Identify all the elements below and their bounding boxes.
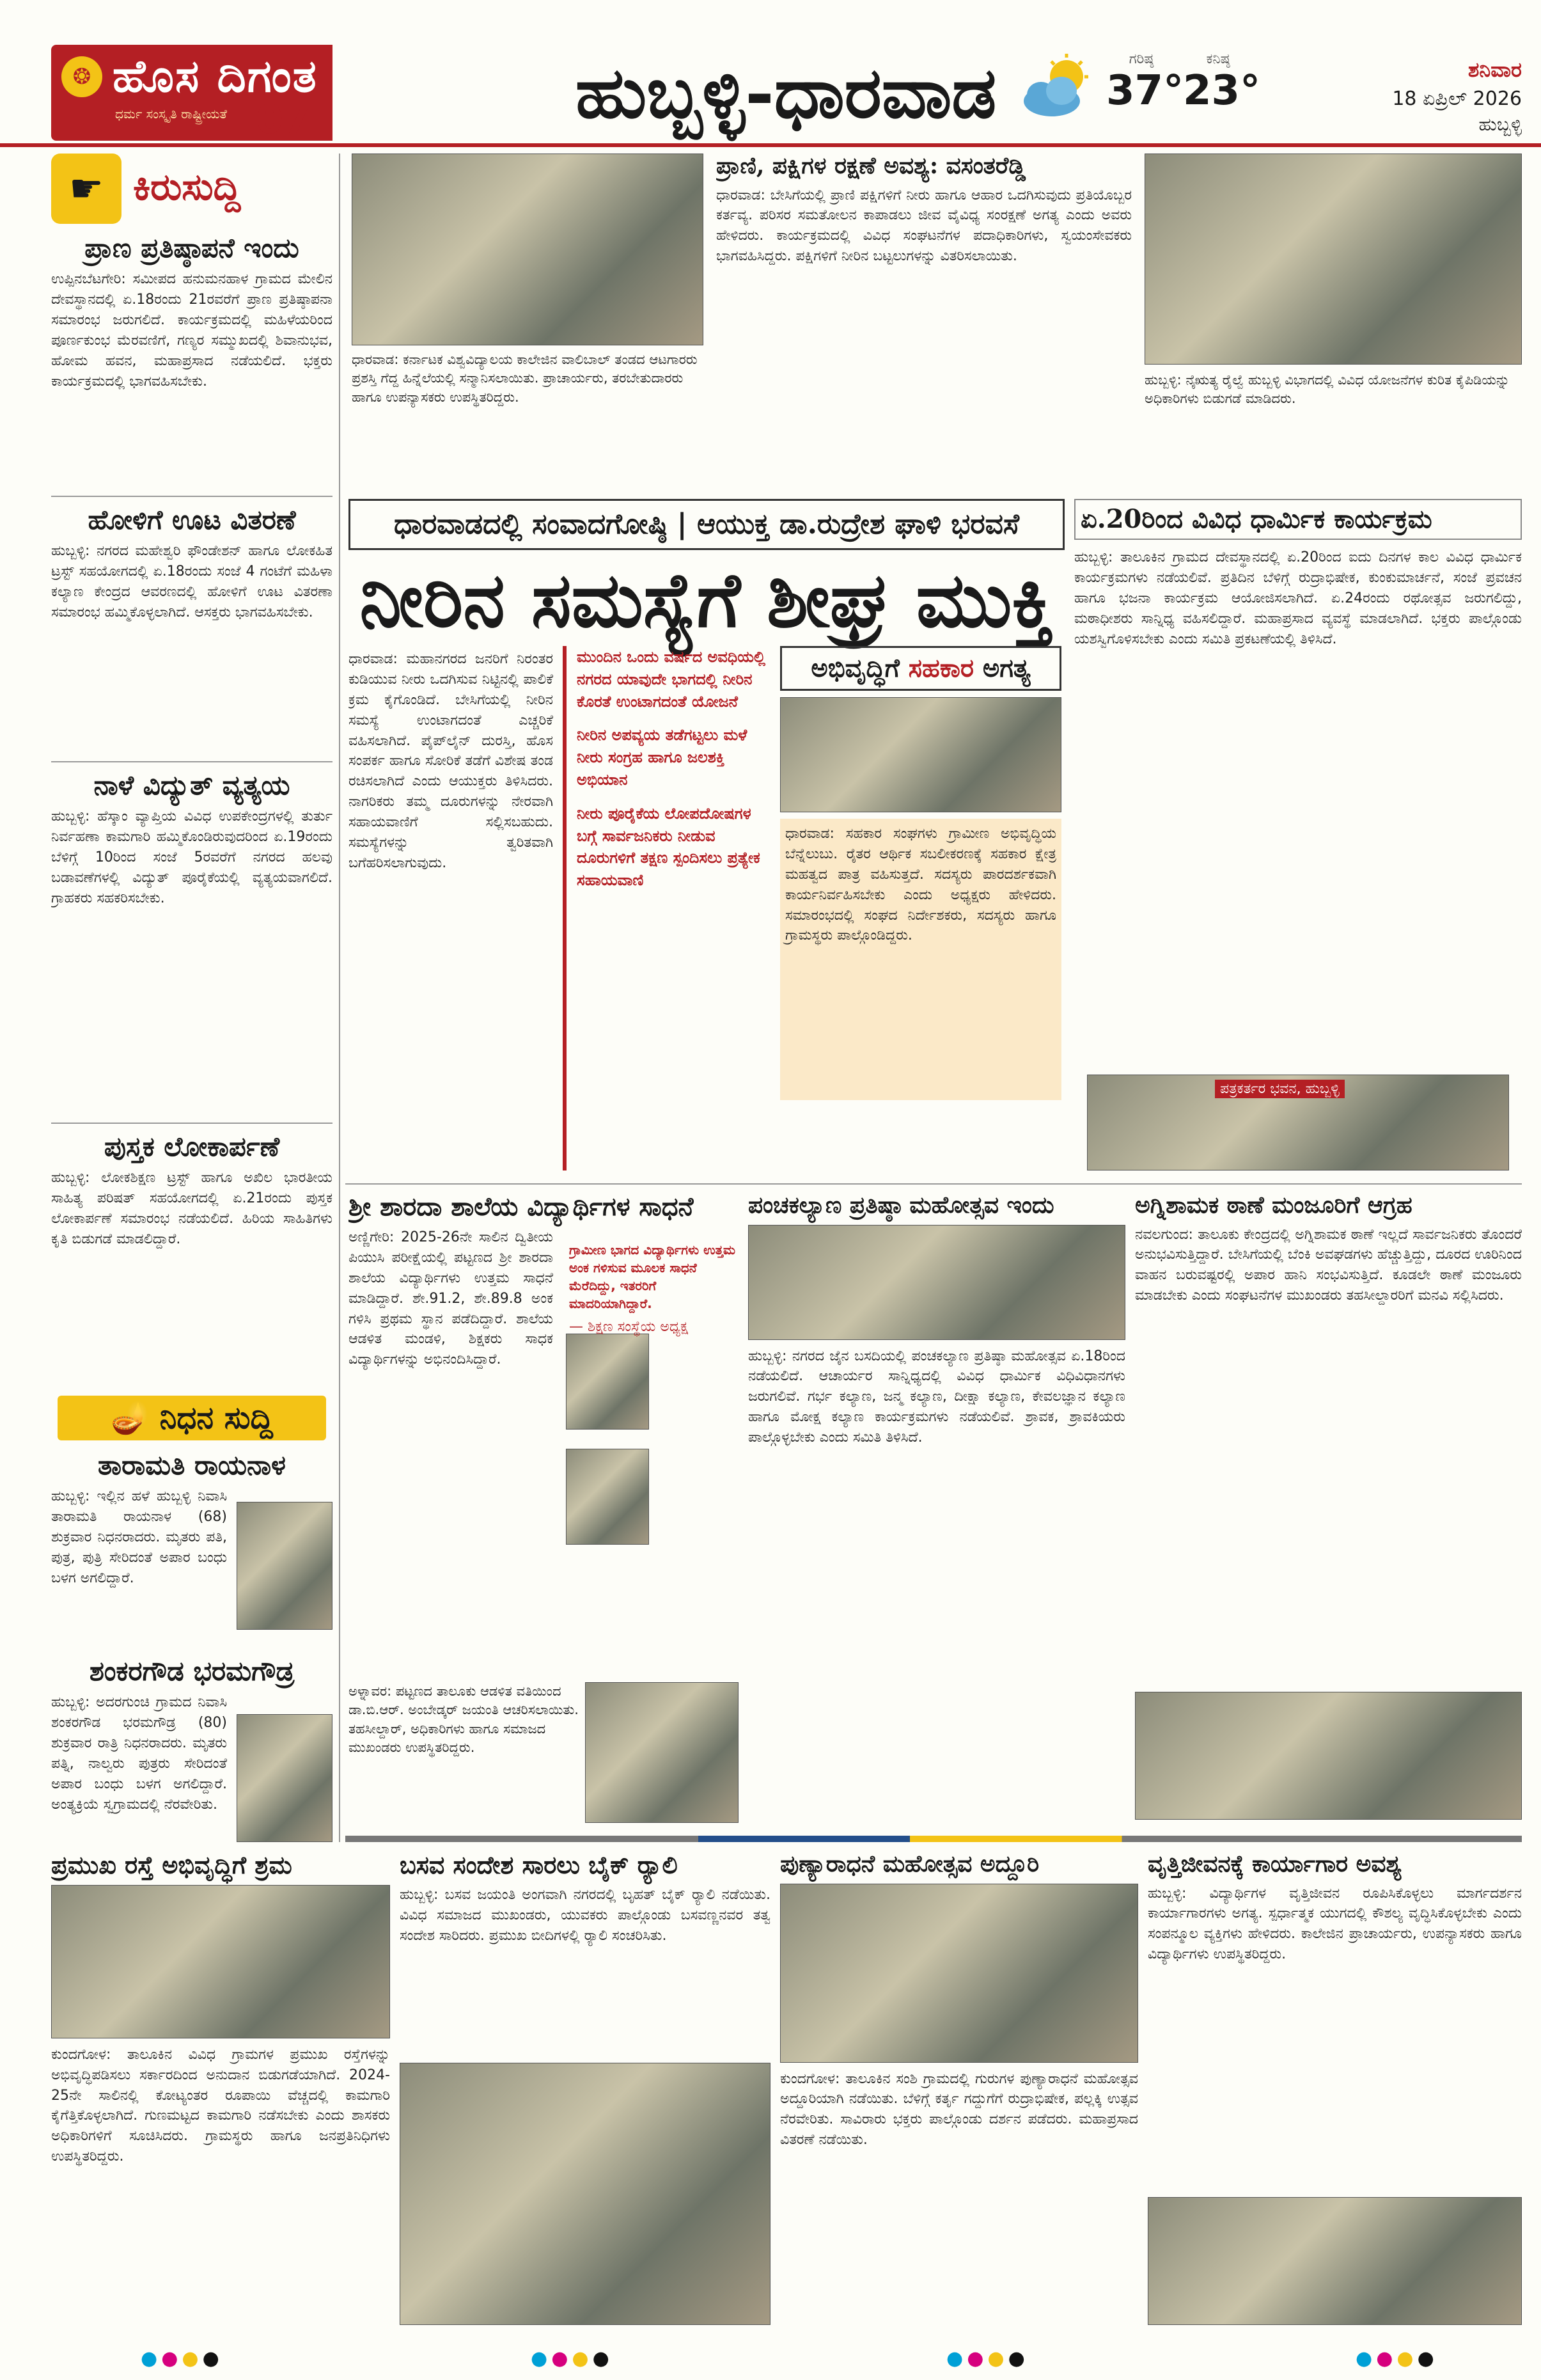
- highlight-item: ಮುಂದಿನ ಒಂದು ವರ್ಷದ ಅವಧಿಯಲ್ಲಿ ನಗರದ ಯಾವುದೇ ಭಾಗದಲ್ಲಿ ನೀರಿನ ಕೊರತೆ ಉಂಟಾಗದಂತೆ ಯೋಜನೆ: [577, 648, 766, 711]
- punyaradhane-article: [780, 1852, 1138, 2338]
- obituary-name: ತಾರಾಮತಿ ರಾಯನಾಳ: [98, 1451, 286, 1481]
- article-body: ಕುಂದಗೋಳ: ತಾಲೂಕಿನ ಸಂಶಿ ಗ್ರಾಮದಲ್ಲಿ ಗುರುಗಳ ಪುಣ್ಯಾರಾಧನೆ ಮಹೋತ್ಸವ ಅದ್ದೂರಿಯಾಗಿ ನಡೆಯಿತು. ಬೆಳಿಗ್ಗೆ ಕರ್ತೃ ಗದ್ದುಗೆಗೆ ರುದ್ರಾಭಿಷೇಕ, ಪಲ್ಲಕ್ಕಿ ಉತ್ಸವ ನೆರವೇರಿತು. ಸಾವಿರಾರು ಭಕ್ತರು ಪಾಲ್ಗೊಂಡು ದರ್ಶನ ಪಡೆದರು. ಮಹಾಪ್ರಸಾದ ವಿತರಣೆ ನಡೆಯಿತು.: [780, 2070, 1138, 2148]
- photo-caption: ಹುಬ್ಬಳ್ಳಿ: ನೈಋತ್ಯ ರೈಲ್ವೆ ಹುಬ್ಬಳ್ಳಿ ವಿಭಾಗದಲ್ಲಿ ವಿವಿಧ ಯೋಜನೆಗಳ ಕುರಿತ ಕೈಪಿಡಿಯನ್ನು ಅಧಿಕಾರಿಗಳು ಬಿಡುಗಡೆ ಮಾಡಿದರು.: [1145, 372, 1510, 407]
- article-headline: ವೃತ್ತಿಜೀವನಕ್ಕೆ ಕಾರ್ಯಾಗಾರ ಅವಶ್ಯ: [1148, 1852, 1402, 1877]
- event-photo: [748, 1225, 1125, 1340]
- lamp-icon: 🪔: [111, 1400, 160, 1436]
- article-body: ಹುಬ್ಬಳ್ಳಿ: ನಗರದ ಜೈನ ಬಸದಿಯಲ್ಲಿ ಪಂಚಕಲ್ಯಾಣ ಪ್ರತಿಷ್ಠಾ ಮಹೋತ್ಸವ ಏ.18ರಿಂದ ನಡೆಯಲಿದೆ. ಆಚಾರ್ಯರ ಸಾನ್ನಿಧ್ಯದಲ್ಲಿ ವಿವಿಧ ಧಾರ್ಮಿಕ ವಿಧಿವಿಧಾನಗಳು ಜರುಗಲಿವೆ. ಗರ್ಭ ಕಲ್ಯಾಣ, ಜನ್ಮ ಕಲ್ಯಾಣ, ದೀಕ್ಷಾ ಕಲ್ಯಾಣ, ಕೇವಲಜ್ಞಾನ ಕಲ್ಯಾಣ ಹಾಗೂ ಮೋಕ್ಷ ಕಲ್ಯಾಣ ಕಾರ್ಯಕ್ರಮಗಳು ನಡೆಯಲಿವೆ. ಶ್ರಾವಕ, ಶ್ರಾವಕಿಯರು ಪಾಲ್ಗೊಳ್ಳಬೇಕು ಎಂದು ಸಮಿತಿ ತಿಳಿಸಿದೆ.: [748, 1348, 1125, 1446]
- brief-article: [51, 233, 332, 489]
- cloud-sun-icon: [1017, 50, 1093, 127]
- article-headline: ಪ್ರಾಣ ಪ್ರತಿಷ್ಠಾಪನೆ ಇಂದು: [84, 233, 299, 264]
- article-headline: ಪುಸ್ತಕ ಲೋಕಾರ್ಪಣೆ: [104, 1132, 280, 1162]
- cooperative-meeting-photo: [780, 697, 1061, 812]
- article-body: ಹುಬ್ಬಳ್ಳಿ: ಹೆಸ್ಕಾಂ ವ್ಯಾಪ್ತಿಯ ವಿವಿಧ ಉಪಕೇಂದ್ರಗಳಲ್ಲಿ ತುರ್ತು ನಿರ್ವಹಣಾ ಕಾಮಗಾರಿ ಹಮ್ಮಿಕೊಂಡಿರುವುದರಿಂದ ಏ.19ರಂದು ಬೆಳಿಗ್ಗೆ 10ರಿಂದ ಸಂಜೆ 5ರವರೆಗೆ ನಗರದ ಹಲವು ಬಡಾವಣೆಗಳಲ್ಲಿ ವಿದ್ಯುತ್ ಪೂರೈಕೆಯಲ್ಲಿ ವ್ಯತ್ಯಯವಾಗಲಿದೆ. ಗ್ರಾಹಕರು ಸಹಕರಿಸಬೇಕು.: [51, 808, 332, 906]
- photo-caption: ಅಳ್ನಾವರ: ಪಟ್ಟಣದ ತಾಲೂಕು ಆಡಳಿತ ವತಿಯಿಂದ ಡಾ.ಬಿ.ಆರ್. ಅಂಬೇಡ್ಕರ್ ಜಯಂತಿ ಆಚರಿಸಲಾಯಿತು. ತಹಸೀಲ್ದಾರ್, ಅಧಿಕಾರಿಗಳು ಹಾಗೂ ಸಮಾಜದ ಮುಖಂಡರು ಉಪಸ್ಥಿತರಿದ್ದರು.: [348, 1683, 579, 1756]
- max-temp: 37°: [1106, 67, 1184, 114]
- article-headline: ನಾಳೆ ವಿದ್ಯುತ್ ವ್ಯತ್ಯಯ: [93, 771, 290, 801]
- article-headline: ಶ್ರೀ ಶಾರದಾ ಶಾಲೆಯ ವಿದ್ಯಾರ್ಥಿಗಳ ಸಾಧನೆ: [348, 1193, 694, 1222]
- rally-photo: [400, 2063, 770, 2325]
- inspection-photo: [51, 1885, 390, 2038]
- kiru-suddi-header: [51, 154, 332, 224]
- headline-part: ಅಗತ್ಯ: [974, 654, 1031, 683]
- article-headline: ಏ.20ರಿಂದ ವಿವಿಧ ಧಾರ್ಮಿಕ ಕಾರ್ಯಕ್ರಮ: [1074, 499, 1522, 540]
- bike-rally-article: [400, 1852, 770, 2338]
- workshop-photo: [1148, 2197, 1522, 2325]
- divider: [51, 496, 332, 497]
- photo-banner-text: ಪತ್ರಕರ್ತರ ಭವನ, ಹುಬ್ಬಳ್ಳಿ: [1215, 1080, 1345, 1098]
- article-body: ಧಾರವಾಡ: ಬೇಸಿಗೆಯಲ್ಲಿ ಪ್ರಾಣಿ ಪಕ್ಷಿಗಳಿಗೆ ನೀರು ಹಾಗೂ ಆಹಾರ ಒದಗಿಸುವುದು ಪ್ರತಿಯೊಬ್ಬರ ಕರ್ತವ್ಯ. ಪರಿಸರ ಸಮತೋಲನ ಕಾಪಾಡಲು ಜೀವ ವೈವಿಧ್ಯ ಸಂರಕ್ಷಣೆ ಅಗತ್ಯ ಎಂದು ಅವರು ಹೇಳಿದರು. ಕಾರ್ಯಕ್ರಮದಲ್ಲಿ ವಿವಿಧ ಸಂಘಟನೆಗಳ ಪದಾಧಿಕಾರಿಗಳು, ಸ್ವಯಂಸೇವಕರು ಭಾಗವಹಿಸಿದ್ದರು. ಪಕ್ಷಿಗಳಿಗೆ ನೀರಿನ ಬಟ್ಟಲುಗಳನ್ನು ವಿತರಿಸಲಾಯಿತು.: [716, 187, 1132, 265]
- quote-author: — ಶಿಕ್ಷಣ ಸಂಸ್ಥೆಯ ಅಧ್ಯಕ್ಷ: [569, 1319, 689, 1335]
- logo-name: ಹೊಸ ದಿಗಂತ: [113, 50, 318, 102]
- ambedkar-event-photo: [585, 1682, 739, 1823]
- volleyball-team-photo: [352, 154, 703, 345]
- article-body: ಕುಂದಗೋಳ: ತಾಲೂಕಿನ ವಿವಿಧ ಗ್ರಾಮಗಳ ಪ್ರಮುಖ ರಸ್ತೆಗಳನ್ನು ಅಭಿವೃದ್ಧಿಪಡಿಸಲು ಸರ್ಕಾರದಿಂದ ಅನುದಾನ ಬಿಡುಗಡೆಯಾಗಿದೆ. 2024-25ನೇ ಸಾಲಿನಲ್ಲಿ ಕೋಟ್ಯಂತರ ರೂಪಾಯಿ ವೆಚ್ಚದಲ್ಲಿ ಕಾಮಗಾರಿ ಕೈಗೆತ್ತಿಕೊಳ್ಳಲಾಗಿದೆ. ಗುಣಮಟ್ಟದ ಕಾಮಗಾರಿ ನಡೆಸಬೇಕು ಎಂದು ಶಾಸಕರು ಅಧಿಕಾರಿಗಳಿಗೆ ಸೂಚಿಸಿದರು. ಗ್ರಾಮಸ್ಥರು ಹಾಗೂ ಜನಪ್ರತಿನಿಧಿಗಳು ಉಪಸ್ಥಿತರಿದ್ದರು.: [51, 2046, 390, 2165]
- edition-city: ಹುಬ್ಬಳ್ಳಿ: [1478, 114, 1522, 135]
- obituary-header: [58, 1396, 326, 1440]
- photo-caption: ಧಾರವಾಡ: ಕರ್ನಾಟಕ ವಿಶ್ವವಿದ್ಯಾಲಯ ಕಾಲೇಜಿನ ವಾಲಿಬಾಲ್ ತಂಡದ ಆಟಗಾರರು ಪ್ರಶಸ್ತಿ ಗೆದ್ದ ಹಿನ್ನೆಲೆಯಲ್ಲಿ ಸನ್ಮಾನಿಸಲಾಯಿತು. ಪ್ರಾಚಾರ್ಯರು, ತರಬೇತುದಾರರು ಹಾಗೂ ಉಪನ್ಯಾಸಕರು ಉಪಸ್ಥಿತರಿದ್ದರು.: [352, 352, 698, 405]
- article-body: ಹುಬ್ಬಳ್ಳಿ: ಬಸವ ಜಯಂತಿ ಅಂಗವಾಗಿ ನಗರದಲ್ಲಿ ಬೃಹತ್ ಬೈಕ್ ರ‍್ಯಾಲಿ ನಡೆಯಿತು. ವಿವಿಧ ಸಮಾಜದ ಮುಖಂಡರು, ಯುವಕರು ಪಾಲ್ಗೊಂಡು ಬಸವಣ್ಣನವರ ತತ್ವ ಸಂದೇಶ ಸಾರಿದರು. ಪ್ರಮುಖ ಬೀದಿಗಳಲ್ಲಿ ರ‍್ಯಾಲಿ ಸಂಚರಿಸಿತು.: [400, 1886, 770, 1944]
- obituary-name: ಶಂಕರಗೌಡ ಭರಮಗೌಡ್ರ: [89, 1657, 295, 1687]
- sahakar-body: ಧಾರವಾಡ: ಸಹಕಾರ ಸಂಘಗಳು ಗ್ರಾಮೀಣ ಅಭಿವೃದ್ಧಿಯ ಬೆನ್ನೆಲುಬು. ರೈತರ ಆರ್ಥಿಕ ಸಬಲೀಕರಣಕ್ಕೆ ಸಹಕಾರ ಕ್ಷೇತ್ರ ಮಹತ್ವದ ಪಾತ್ರ ವಹಿಸುತ್ತದೆ. ಸದಸ್ಯರು ಪಾರದರ್ಶಕವಾಗಿ ಕಾರ್ಯನಿರ್ವಹಿಸಬೇಕು ಎಂದು ಅಧ್ಯಕ್ಷರು ಹೇಳಿದರು. ಸಮಾರಂಭದಲ್ಲಿ ಸಂಘದ ನಿರ್ದೇಶಕರು, ಸದಸ್ಯರು ಹಾಗೂ ಗ್ರಾಮಸ್ಥರು ಪಾಲ್ಗೊಂಡಿದ್ದರು.: [780, 819, 1061, 1100]
- issue-date: 18 ಏಪ್ರಿಲ್ 2026: [1392, 88, 1522, 110]
- headline-highlight: ಸಹಕಾರ: [908, 654, 974, 683]
- obituary-title: ನಿಧನ ಸುದ್ದಿ: [159, 1400, 273, 1436]
- article-headline: ಪ್ರಮುಖ ರಸ್ತೆ ಅಭಿವೃದ್ಧಿಗೆ ಶ್ರಮ: [51, 1852, 292, 1879]
- weekday: ಶನಿವಾರ: [1467, 58, 1522, 82]
- brief-article: [51, 505, 332, 755]
- sahakar-headline: [780, 646, 1061, 691]
- obituary-item: [51, 1451, 332, 1643]
- headline-part: ಅಭಿವೃದ್ಧಿಗೆ: [811, 654, 909, 683]
- article-headline: ಹೋಳಿಗೆ ಊಟ ವಿತರಣೆ: [88, 505, 296, 535]
- article-headline: ಅಗ್ನಿಶಾಮಕ ಠಾಣೆ ಮಂಜೂರಿಗೆ ಆಗ್ರಹ: [1135, 1193, 1412, 1218]
- highlight-item: ನೀರಿನ ಅಪವ್ಯಯ ತಡೆಗಟ್ಟಲು ಮಳೆ ನೀರು ಸಂಗ್ರಹ ಹಾಗೂ ಜಲಶಕ್ತಿ ಅಭಿಯಾನ: [577, 726, 747, 789]
- article-headline: ಪಂಚಕಲ್ಯಾಣ ಪ್ರತಿಷ್ಠಾ ಮಹೋತ್ಸವ ಇಂದು: [748, 1193, 1054, 1218]
- divider: [345, 1183, 1522, 1185]
- obituary-photo: [237, 1502, 332, 1630]
- railway-release-photo: [1145, 154, 1522, 365]
- divider: [51, 1123, 332, 1124]
- article-headline: ಪುಣ್ಯಾರಾಧನೆ ಮಹೋತ್ಸವ ಅದ್ದೂರಿ: [780, 1852, 1040, 1877]
- fire-station-article: [1135, 1193, 1522, 1826]
- road-development-article: [51, 1852, 390, 2338]
- lead-highlights: [563, 646, 774, 1170]
- article-body: ಹುಬ್ಬಳ್ಳಿ: ವಿದ್ಯಾರ್ಥಿಗಳ ವೃತ್ತಿಜೀವನ ರೂಪಿಸಿಕೊಳ್ಳಲು ಮಾರ್ಗದರ್ಶನ ಕಾರ್ಯಾಗಾರಗಳು ಅಗತ್ಯ. ಸ್ಪರ್ಧಾತ್ಮಕ ಯುಗದಲ್ಲಿ ಕೌಶಲ್ಯ ವೃದ್ಧಿಸಿಕೊಳ್ಳಬೇಕು ಎಂದು ಸಂಪನ್ಮೂಲ ವ್ಯಕ್ತಿಗಳು ಹೇಳಿದರು. ಕಾಲೇಜಿನ ಪ್ರಾಚಾರ್ಯರು, ಉಪನ್ಯಾಸಕರು ಹಾಗೂ ವಿದ್ಯಾರ್ಥಿಗಳು ಉಪಸ್ಥಿತರಿದ್ದರು.: [1148, 1885, 1522, 1963]
- lead-headline: ನೀರಿನ ಸಮಸ್ಯೆಗೆ ಶೀಘ್ರ ಮುಕ್ತಿ: [359, 555, 1054, 644]
- article-headline: ಬಸವ ಸಂದೇಶ ಸಾರಲು ಬೈಕ್ ರ‍್ಯಾಲಿ: [400, 1852, 678, 1879]
- article-body: ಉಪ್ಪಿನಬೆಟಗೇರಿ: ಸಮೀಪದ ಹನುಮನಹಾಳ ಗ್ರಾಮದ ಮೇಲಿನ ದೇವಸ್ಥಾನದಲ್ಲಿ ಏ.18ರಂದು 21ರವರೆಗೆ ಪ್ರಾಣ ಪ್ರತಿಷ್ಠಾಪನಾ ಸಮಾರಂಭ ಜರುಗಲಿದೆ. ಕಾರ್ಯಕ್ರಮದಲ್ಲಿ ಮಹಿಳೆಯರಿಂದ ಪೂರ್ಣಕುಂಭ ಮೆರವಣಿಗೆ, ಗಣ್ಯರ ಸಮ್ಮುಖದಲ್ಲಿ ಶಿವಾನುಭವ, ಹೋಮ ಹವನ, ಮಹಾಪ್ರಸಾದ ನಡೆಯಲಿದೆ. ಭಕ್ತರು ಕಾರ್ಯಕ್ರಮದಲ್ಲಿ ಭಾಗವಹಿಸಬೇಕು.: [51, 271, 332, 390]
- registration-marks: ●●●●: [946, 2347, 1029, 2370]
- registration-marks: ●●●●: [1356, 2347, 1438, 2370]
- article-body: ಹುಬ್ಬಳ್ಳಿ: ನಗರದ ಮಹೇಶ್ವರಿ ಫೌಂಡೇಶನ್ ಹಾಗೂ ಲೋಕಹಿತ ಟ್ರಸ್ಟ್ ಸಹಯೋಗದಲ್ಲಿ ಏ.18ರಂದು ಸಂಜೆ 4 ಗಂಟೆಗೆ ಮಹಿಳಾ ಕಲ್ಯಾಣ ಕೇಂದ್ರದ ಆವರಣದಲ್ಲಿ ಹೋಳಿಗೆ ಊಟ ವಿತರಣಾ ಸಮಾರಂಭ ಹಮ್ಮಿಕೊಳ್ಳಲಾಗಿದೆ. ಆಸಕ್ತರು ಭಾಗವಹಿಸಬೇಕು.: [51, 543, 332, 620]
- min-temp-label: ಕನಿಷ್ಠ: [1206, 51, 1230, 67]
- brief-article: [51, 1132, 332, 1382]
- date-box: [1330, 58, 1522, 136]
- obituary-item: [51, 1657, 332, 1861]
- student-photo: [566, 1449, 649, 1545]
- region-title: ಹುಬ್ಬಳ್ಳಿ-ಧಾರವಾಡ: [575, 51, 997, 134]
- article-body: ಹುಬ್ಬಳ್ಳಿ: ಲೋಕಶಿಕ್ಷಣ ಟ್ರಸ್ಟ್ ಹಾಗೂ ಅಖಿಲ ಭಾರತೀಯ ಸಾಹಿತ್ಯ ಪರಿಷತ್ ಸಹಯೋಗದಲ್ಲಿ ಏ.21ರಂದು ಪುಸ್ತಕ ಲೋಕಾರ್ಪಣೆ ಸಮಾರಂಭ ನಡೆಯಲಿದೆ. ಹಿರಿಯ ಸಾಹಿತಿಗಳು ಕೃತಿ ಬಿಡುಗಡೆ ಮಾಡಲಿದ್ದಾರೆ.: [51, 1170, 332, 1247]
- page-number: 07: [256, 96, 311, 143]
- min-temp: 23°: [1183, 67, 1261, 114]
- quote-box: [569, 1241, 739, 1369]
- registration-marks: ●●●●: [141, 2347, 223, 2370]
- article-body: ಅಣ್ಣಿಗೇರಿ: 2025-26ನೇ ಸಾಲಿನ ದ್ವಿತೀಯ ಪಿಯುಸಿ ಪರೀಕ್ಷೆಯಲ್ಲಿ ಪಟ್ಟಣದ ಶ್ರೀ ಶಾರದಾ ಶಾಲೆಯ ವಿದ್ಯಾರ್ಥಿಗಳು ಉತ್ತಮ ಸಾಧನೆ ಮಾಡಿದ್ದಾರೆ. ಶೇ.91.2, ಶೇ.89.8 ಅಂಕ ಗಳಿಸಿ ಪ್ರಥಮ ಸ್ಥಾನ ಪಡೆದಿದ್ದಾರೆ. ಶಾಲೆಯ ಆಡಳಿತ ಮಂಡಳಿ, ಶಿಕ್ಷಕರು ಸಾಧಕ ವಿದ್ಯಾರ್ಥಿಗಳನ್ನು ಅಭಿನಂದಿಸಿದ್ದಾರೆ.: [348, 1229, 553, 1368]
- pointing-hand-icon: ☛: [51, 154, 121, 224]
- temperature-box: [1106, 51, 1260, 141]
- section-strip: [345, 1836, 1522, 1842]
- article-body: ನವಲಗುಂದ: ತಾಲೂಕು ಕೇಂದ್ರದಲ್ಲಿ ಅಗ್ನಿಶಾಮಕ ಠಾಣೆ ಇಲ್ಲದೆ ಸಾರ್ವಜನಿಕರು ತೊಂದರೆ ಅನುಭವಿಸುತ್ತಿದ್ದಾರೆ. ಬೇಸಿಗೆಯಲ್ಲಿ ಬೆಂಕಿ ಅವಘಡಗಳು ಹೆಚ್ಚುತ್ತಿದ್ದು, ದೂರದ ಊರಿನಿಂದ ವಾಹನ ಬರುವಷ್ಟರಲ್ಲಿ ಅಪಾರ ಹಾನಿ ಸಂಭವಿಸುತ್ತಿದೆ. ಕೂಡಲೇ ಠಾಣೆ ಮಂಜೂರು ಮಾಡಬೇಕು ಎಂದು ಸಂಘಟನೆಗಳ ಮುಖಂಡರು ತಹಸೀಲ್ದಾರರಿಗೆ ಮನವಿ ಸಲ್ಲಿಸಿದರು.: [1135, 1226, 1522, 1304]
- max-temp-label: ಗರಿಷ್ಠ: [1129, 51, 1154, 67]
- section-title: ಕಿರುಸುದ್ದಿ: [133, 165, 241, 209]
- career-workshop-article: [1148, 1852, 1522, 2338]
- divider: [51, 761, 332, 762]
- memorandum-photo: [1135, 1692, 1522, 1820]
- lead-kicker: ಧಾರವಾಡದಲ್ಲಿ ಸಂವಾದಗೋಷ್ಠಿ | ಆಯುಕ್ತ ಡಾ.ರುದ್ರೇಶ ಘಾಳಿ ಭರವಸೆ: [348, 499, 1065, 550]
- logo-emblem-icon: ❂: [61, 56, 102, 97]
- panchakalyana-article: [748, 1193, 1125, 1826]
- obituary-body: ಹುಬ್ಬಳ್ಳಿ: ಇಲ್ಲಿನ ಹಳೆ ಹುಬ್ಬಳ್ಳಿ ನಿವಾಸಿ ತಾರಾಮತಿ ರಾಯನಾಳ (68) ಶುಕ್ರವಾರ ನಿಧನರಾದರು. ಮೃತರು ಪತಿ, ಪುತ್ರ, ಪುತ್ರಿ ಸೇರಿದಂತೆ ಅಪಾರ ಬಂಧು ಬಳಗ ಅಗಲಿದ್ದಾರೆ.: [51, 1488, 227, 1586]
- brief-article: [51, 771, 332, 1116]
- column-rule: [339, 154, 340, 1842]
- article-headline: ಪ್ರಾಣಿ, ಪಕ್ಷಿಗಳ ರಕ್ಷಣೆ ಅವಶ್ಯ: ವಸಂತರೆಡ್ಡಿ: [716, 154, 1026, 179]
- religious-program-article: [1074, 499, 1522, 1113]
- article-body: ಹುಬ್ಬಳ್ಳಿ: ತಾಲೂಕಿನ ಗ್ರಾಮದ ದೇವಸ್ಥಾನದಲ್ಲಿ ಏ.20ರಿಂದ ಐದು ದಿನಗಳ ಕಾಲ ವಿವಿಧ ಧಾರ್ಮಿಕ ಕಾರ್ಯಕ್ರಮಗಳು ನಡೆಯಲಿವೆ. ಪ್ರತಿದಿನ ಬೆಳಿಗ್ಗೆ ರುದ್ರಾಭಿಷೇಕ, ಕುಂಕುಮಾರ್ಚನೆ, ಸಂಜೆ ಪ್ರವಚನ ಹಾಗೂ ಭಜನಾ ಕಾರ್ಯಕ್ರಮ ಆಯೋಜಿಸಲಾಗಿದೆ. ಏ.24ರಂದು ರಥೋತ್ಸವ ಜರುಗಲಿದ್ದು, ಮಠಾಧೀಶರು ಸಾನ್ನಿಧ್ಯ ವಹಿಸಲಿದ್ದಾರೆ. ಮಹಾಪ್ರಸಾದ ವ್ಯವಸ್ಥೆ ಮಾಡಲಾಗಿದೆ. ಭಕ್ತರು ಪಾಲ್ಗೊಂಡು ಯಶಸ್ವಿಗೊಳಿಸಬೇಕು ಎಂದು ಸಮಿತಿ ಪ್ರಕಟಣೆಯಲ್ಲಿ ತಿಳಿಸಿದೆ.: [1074, 549, 1522, 647]
- registration-marks: ●●●●: [531, 2347, 613, 2370]
- lead-body: ಧಾರವಾಡ: ಮಹಾನಗರದ ಜನರಿಗೆ ನಿರಂತರ ಕುಡಿಯುವ ನೀರು ಒದಗಿಸುವ ನಿಟ್ಟಿನಲ್ಲಿ ಪಾಲಿಕೆ ಕ್ರಮ ಕೈಗೊಂಡಿದೆ. ಬೇಸಿಗೆಯಲ್ಲಿ ನೀರಿನ ಸಮಸ್ಯೆ ಉಂಟಾಗದಂತೆ ಎಚ್ಚರಿಕೆ ವಹಿಸಲಾಗಿದೆ. ಪೈಪ್‌ಲೈನ್ ದುರಸ್ತಿ, ಹೊಸ ಸಂಪರ್ಕ ಹಾಗೂ ಸೋರಿಕೆ ತಡೆಗೆ ವಿಶೇಷ ತಂಡ ರಚಿಸಲಾಗಿದೆ ಎಂದು ಆಯುಕ್ತರು ತಿಳಿಸಿದರು. ನಾಗರಿಕರು ತಮ್ಮ ದೂರುಗಳನ್ನು ನೇರವಾಗಿ ಸಹಾಯವಾಣಿಗೆ ಸಲ್ಲಿಸಬಹುದು. ಸಮಸ್ಯೆಗಳನ್ನು ತ್ವರಿತವಾಗಿ ಬಗೆಹರಿಸಲಾಗುವುದು.: [348, 651, 553, 871]
- obituary-body: ಹುಬ್ಬಳ್ಳಿ: ಅದರಗುಂಚಿ ಗ್ರಾಮದ ನಿವಾಸಿ ಶಂಕರಗೌಡ ಭರಮಗೌಡ್ರ (80) ಶುಕ್ರವಾರ ರಾತ್ರಿ ನಿಧನರಾದರು. ಮೃತರು ಪತ್ನಿ, ನಾಲ್ವರು ಪುತ್ರರು ಸೇರಿದಂತೆ ಅಪಾರ ಬಂಧು ಬಳಗ ಅಗಲಿದ್ದಾರೆ. ಅಂತ್ಯಕ್ರಿಯೆ ಸ್ವಗ್ರಾಮದಲ್ಲಿ ನೆರವೇರಿತು.: [51, 1694, 227, 1813]
- procession-photo: [780, 1884, 1138, 2063]
- obituary-photo: [237, 1714, 332, 1842]
- wildlife-article: [716, 154, 1132, 493]
- logo-tagline: ಧರ್ಮ ಸಂಸ್ಕೃತಿ ರಾಷ್ಟ್ರೀಯತೆ: [115, 106, 227, 122]
- quote-text: ಗ್ರಾಮೀಣ ಭಾಗದ ವಿದ್ಯಾರ್ಥಿಗಳು ಉತ್ತಮ ಅಂಕ ಗಳಿಸುವ ಮೂಲಕ ಸಾಧನೆ ಮೆರೆದಿದ್ದು, ಇತರರಿಗೆ ಮಾದರಿಯಾಗಿದ್ದಾರೆ.: [569, 1242, 735, 1311]
- highlight-item: ನೀರು ಪೂರೈಕೆಯ ಲೋಪದೋಷಗಳ ಬಗ್ಗೆ ಸಾರ್ವಜನಿಕರು ನೀಡುವ ದೂರುಗಳಿಗೆ ತಕ್ಷಣ ಸ್ಪಂದಿಸಲು ಪ್ರತ್ಯೇಕ ಸಹಾಯವಾಣಿ: [577, 804, 760, 890]
